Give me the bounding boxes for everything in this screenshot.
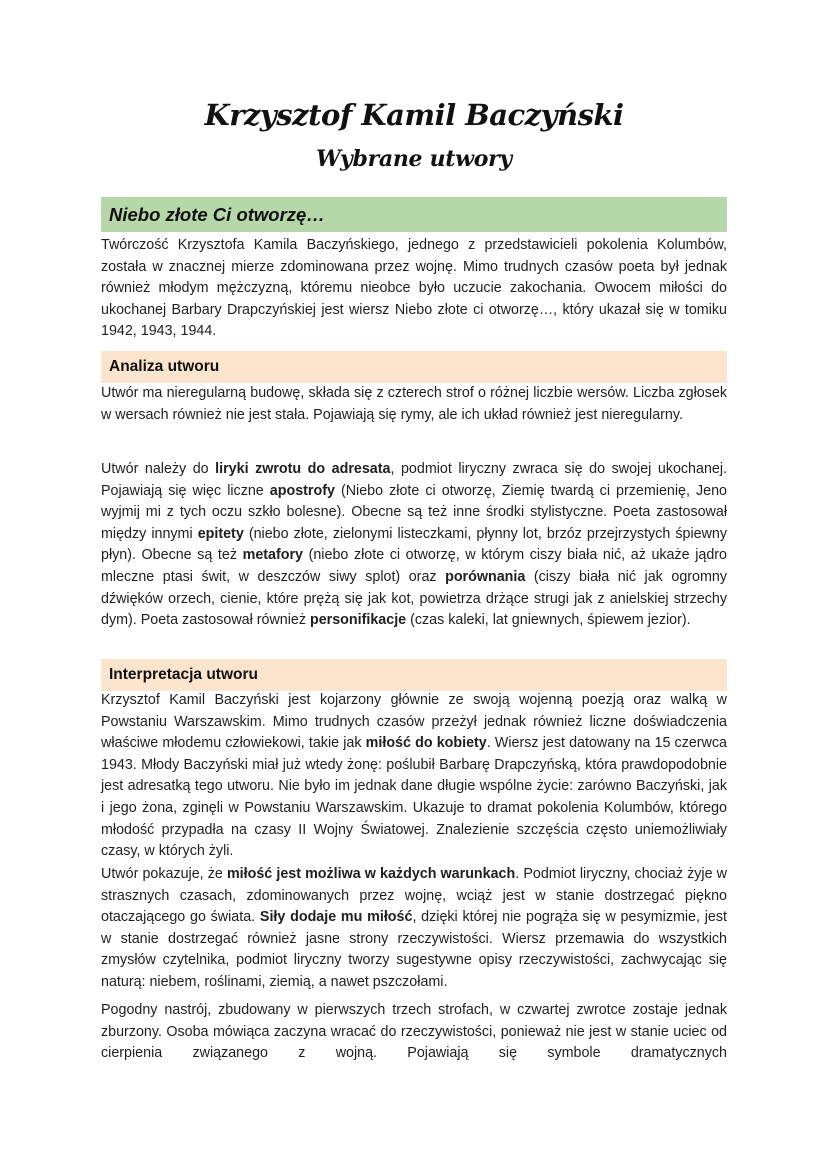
- analysis-paragraph-2: [101, 459, 727, 632]
- text-run: . Wiersz jest datowany na 15 czerwca 1943. Młody Baczyński miał już wtedy żonę: poślubił Barbarę Drapczyńską, która prawdopodobnie jest adresatką tego utworu. Nie było im jednak dane długie wspólne życie: zarówno Baczyński, jak i jego żona, zginęli w Powstaniu Warszawskim. Ukazuje to dramat pokolenia Kolumbów, którego młodość przypadła na czasy II Wojny Światowej. Znalezienie szczęścia często uniemożliwiały czasy, w których żyli.: [101, 735, 727, 860]
- bold-term-love-for-woman: miłość do kobiety: [365, 735, 487, 752]
- interpretation-paragraph-2: [101, 864, 727, 994]
- bold-term-apostrophes: apostrofy: [269, 482, 335, 499]
- bold-term-metaphors: metafory: [242, 547, 303, 564]
- text-run: . Podmiot liryczny, chociaż żyje w strasznych czasach, zdominowanych przez wojnę, wciąż jest w stanie dostrzegać piękno otaczającego go świata.: [101, 866, 727, 926]
- text-run: , dzięki której nie pogrąża się w pesymizmie, jest w stanie dostrzegać również jasne strony rzeczywistości. Wiersz przemawia do wszystkich zmysłów czytelnika, podmiot liryczny tworzy sugestywne opisy rzeczywistości, zachwycając się naturą: niebem, roślinami, ziemią, a nawet pszczołami.: [101, 909, 727, 990]
- document-subtitle: Wybrane utwory: [316, 146, 512, 172]
- bold-term-strength-from-love: Siły dodaje mu miłość: [259, 909, 413, 926]
- text-run: (niebo złote ci otworzę, w którym ciszy biała nić, aż ukaże jądro mleczne ptasi świt, w deszczów siwy splot) oraz: [101, 547, 727, 585]
- section-heading-interpretation: Interpretacja utworu: [101, 659, 727, 691]
- analysis-paragraph-1: Utwór ma nieregularną budowę, składa się z czterech strof o różnej liczbie wersów. Liczba zgłosek w wersach również nie jest stała. Pojawiają się rymy, ale ich układ również jest nieregularny.: [101, 385, 727, 423]
- text-run: Utwór należy do: [101, 461, 216, 477]
- text-run: , podmiot liryczny zwraca się do swojej ukochanej. Pojawiają się więc liczne: [101, 461, 727, 499]
- section-heading-poem-title: Niebo złote Ci otworzę…: [101, 197, 727, 232]
- section-heading-analysis: Analiza utworu: [101, 351, 727, 383]
- bold-term-personifications: personifikacje: [309, 612, 407, 629]
- bold-term-epithets: epitety: [197, 525, 244, 542]
- text-run: (niebo złote, zielonymi listeczkami, płynny lot, brzóz przejrzystych śpiewny płyn). Obecne są też: [101, 525, 727, 564]
- text-run: (Niebo złote ci otworzę, Ziemię twardą ci przemienię, Jeno wyjmij mi z tych oczu szkło bolesne). Obecne są też inne środki stylistyczne. Poeta zastosował między innymi: [101, 482, 727, 542]
- interpretation-paragraph-1: [101, 690, 727, 863]
- intro-paragraph: Twórczość Krzysztofa Kamila Baczyńskiego, jednego z przedstawicieli pokolenia Kolumbów, została w znacznej mierze zdominowana przez wojnę. Mimo trudnych czasów poeta był jednak również młodym mężczyzną, któremu nieobce było uczucie zakochania. Owocem miłości do ukochanej Barbary Drapczyńskiej jest wiersz Niebo złote ci otworzę…, który ukazał się w tomiku 1942, 1943, 1944.: [101, 237, 727, 340]
- interpretation-paragraph-3: Pogodny nastrój, zbudowany w pierwszych trzech strofach, w czwartej zwrotce zostaje jednak zburzony. Osoba mówiąca zaczyna wracać do rzeczywistości, ponieważ nie jest w stanie uciec od cierpienia związanego z wojną. Pojawiają się symbole dramatycznych: [101, 1002, 727, 1062]
- bold-term-love-possible: miłość jest możliwa w każdych warunkach: [226, 866, 516, 882]
- bold-term-lyric-type: liryki zwrotu do adresata: [215, 461, 391, 477]
- text-run: (ciszy biała nić jak ogromny dźwięków orzech, cienie, które prężą się jak kot, powietrza drżące strugi jak z anielskiej strzechy dym). Poeta zastosował również: [101, 568, 727, 629]
- document-title: Krzysztof Kamil Baczyński: [204, 98, 624, 132]
- bold-term-comparisons: porównania: [445, 568, 526, 585]
- text-run: (czas kaleki, lat gniewnych, śpiewem jezior).: [406, 612, 691, 629]
- text-run: Krzysztof Kamil Baczyński jest kojarzony głównie ze swoją wojenną poezją oraz walką w Powstaniu Warszawskim. Mimo trudnych czasów przeżył jednak również liczne doświadczenia właściwe młodemu człowiekowi, takie jak: [101, 692, 727, 752]
- text-run: Utwór pokazuje, że: [101, 866, 227, 882]
